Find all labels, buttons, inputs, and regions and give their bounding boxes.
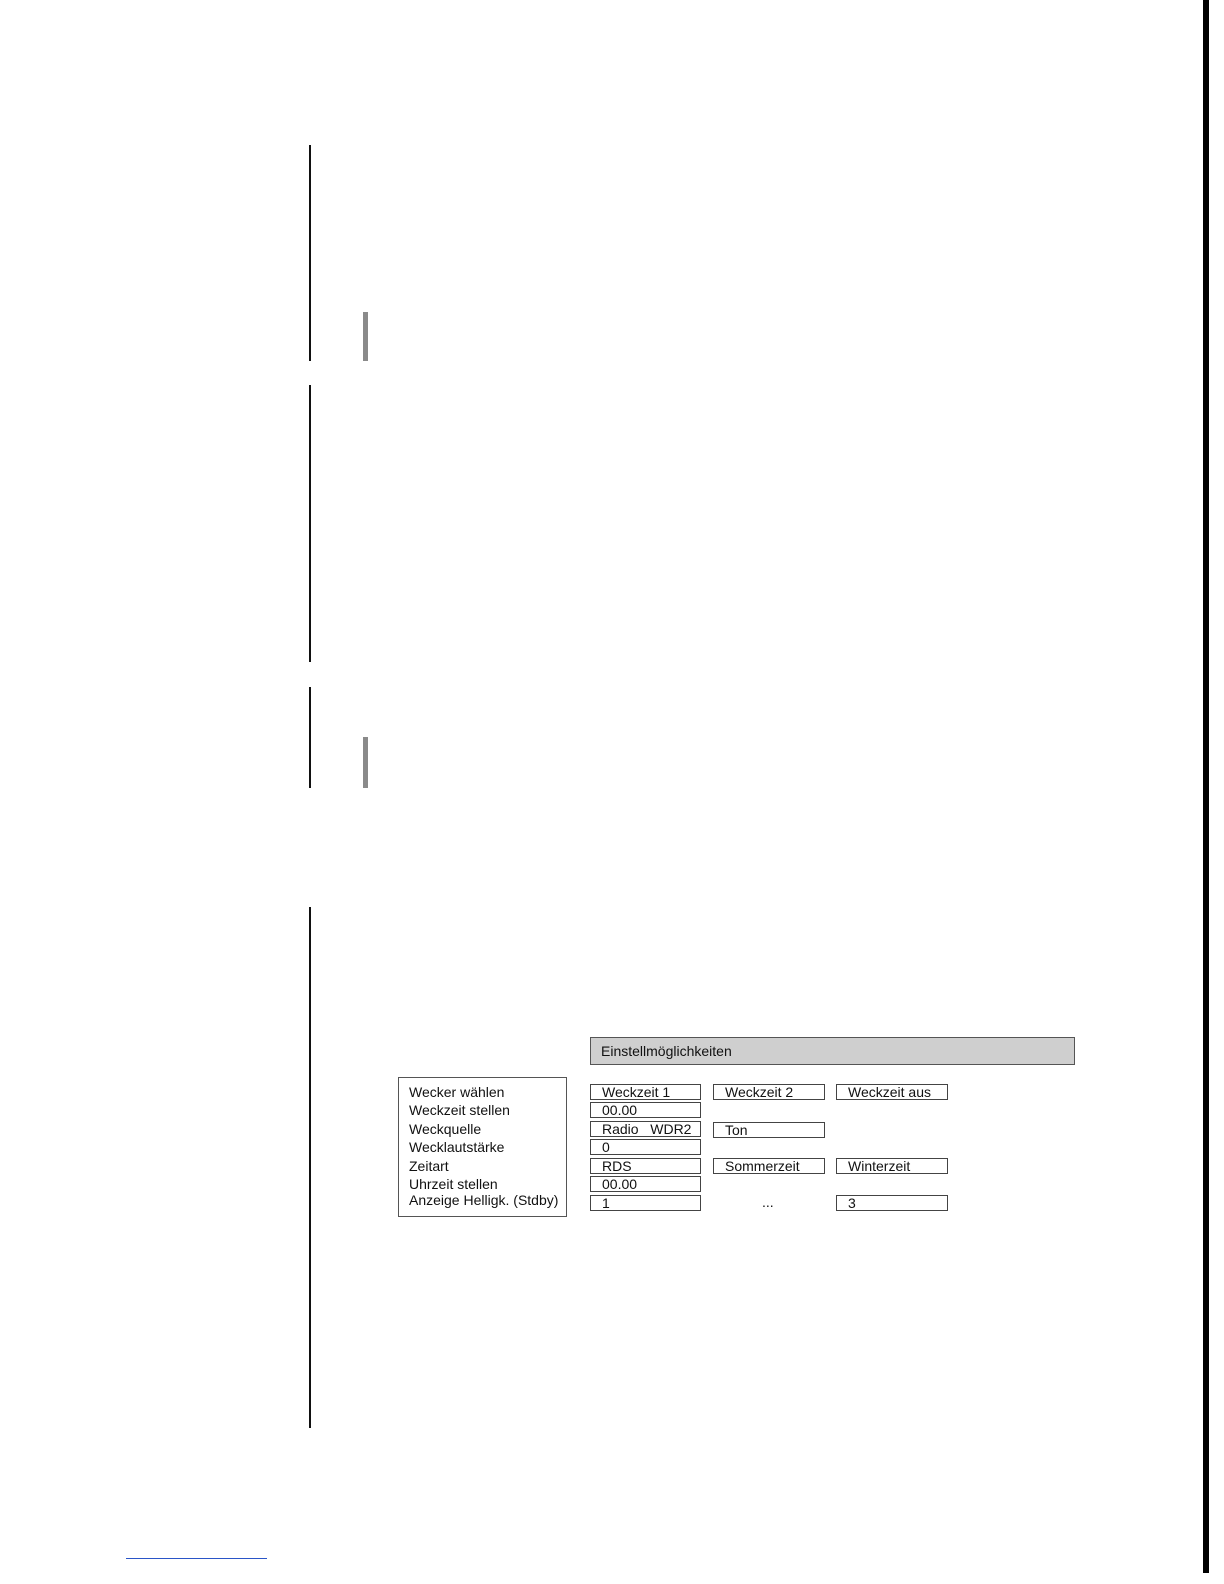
- option-brightness-min: 1: [590, 1195, 701, 1211]
- option-ton: Ton: [713, 1122, 825, 1138]
- change-bar: [363, 312, 368, 361]
- label-wecker-waehlen: Wecker wählen: [409, 1084, 505, 1100]
- option-brightness-ellipsis: ...: [762, 1194, 774, 1210]
- settings-header: Einstellmöglichkeiten: [590, 1037, 1075, 1065]
- margin-line: [309, 385, 311, 662]
- page-edge: [1203, 0, 1209, 1573]
- option-radio-wdr2: Radio WDR2: [590, 1121, 701, 1137]
- settings-labels-box: [398, 1077, 567, 1217]
- option-brightness-max: 3: [836, 1195, 948, 1211]
- option-uhrzeit-value: 00.00: [590, 1176, 701, 1192]
- label-anzeige-helligkeit: Anzeige Helligk. (Stdby): [409, 1192, 559, 1208]
- margin-line: [309, 687, 311, 788]
- margin-line: [309, 907, 311, 1428]
- option-volume-value: 0: [590, 1139, 701, 1155]
- label-weckzeit-stellen: Weckzeit stellen: [409, 1102, 510, 1118]
- margin-line: [309, 145, 311, 361]
- option-weckzeit-value: 00.00: [590, 1102, 701, 1118]
- option-weckzeit-1: Weckzeit 1: [590, 1084, 701, 1100]
- label-zeitart: Zeitart: [409, 1158, 449, 1174]
- option-weckzeit-2: Weckzeit 2: [713, 1084, 825, 1100]
- footnote-rule: [126, 1558, 267, 1559]
- option-winterzeit: Winterzeit: [836, 1158, 948, 1174]
- option-sommerzeit: Sommerzeit: [713, 1158, 825, 1174]
- label-weckquelle: Weckquelle: [409, 1121, 482, 1137]
- change-bar: [363, 737, 368, 788]
- option-rds: RDS: [590, 1158, 701, 1174]
- label-uhrzeit-stellen: Uhrzeit stellen: [409, 1176, 498, 1192]
- option-weckzeit-aus: Weckzeit aus: [836, 1084, 948, 1100]
- label-wecklautstaerke: Wecklautstärke: [409, 1139, 505, 1155]
